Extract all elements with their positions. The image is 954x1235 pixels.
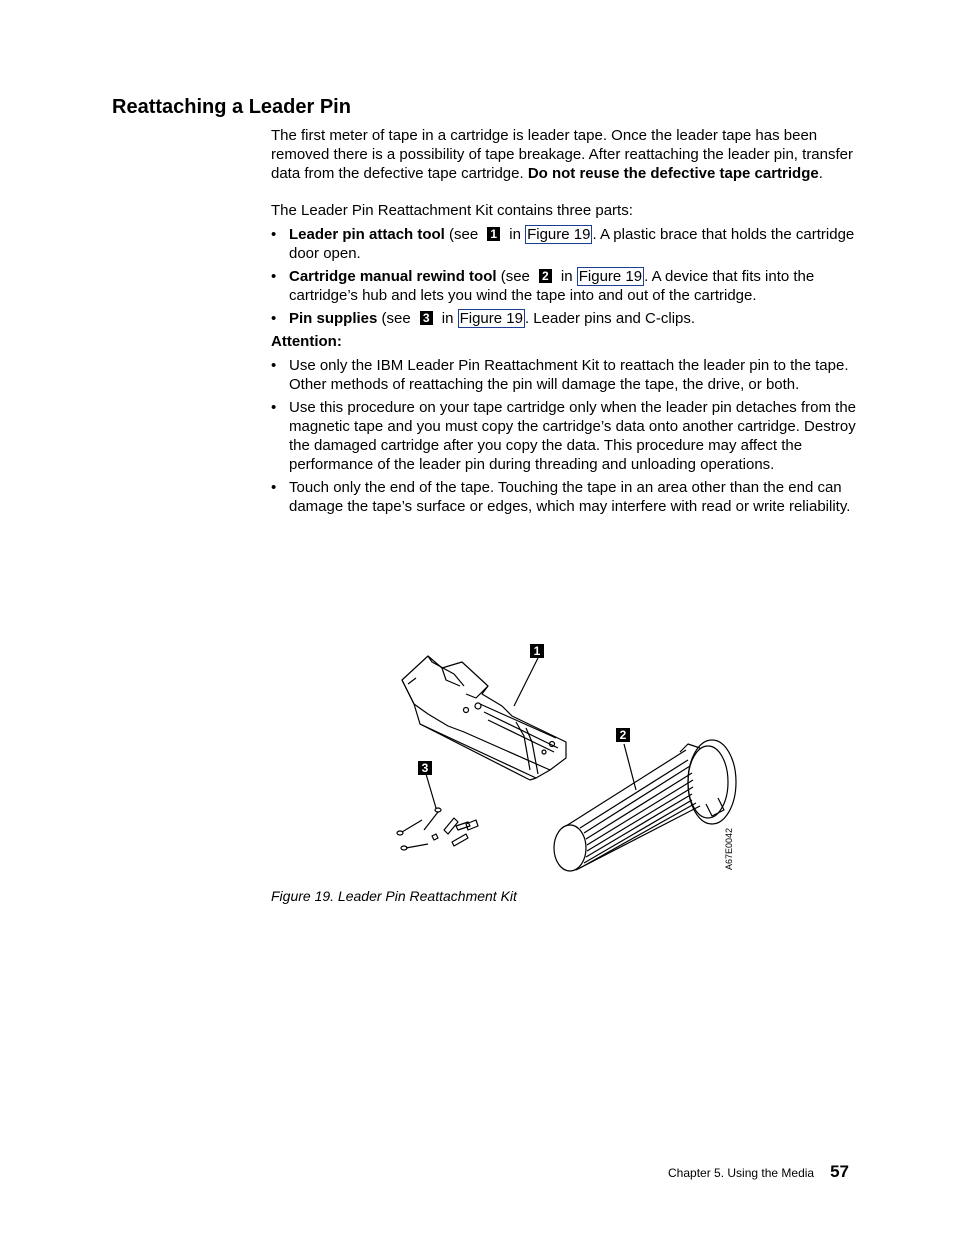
- attention-text: Use this procedure on your tape cartridge only when the leader pin detaches from the magnetic tape and you must copy the cartridge’s data onto another cartridge. Destroy the damaged cartridge after you copy the data. This procedure may affect the performance of the leader pin during threading and unloading operations.: [289, 399, 856, 473]
- list-item: [271, 267, 861, 305]
- part-desc: . A device that fits into the cartridge’s hub and lets you wind the tape into and out of the cartridge.: [289, 268, 815, 304]
- bullet: •: [271, 310, 277, 327]
- attention-heading: Attention:: [271, 333, 342, 350]
- callout-badge: 1: [487, 227, 500, 241]
- list-item: [271, 309, 861, 328]
- attention-list: [271, 356, 861, 516]
- bullet: •: [271, 226, 277, 243]
- bullet: •: [271, 268, 277, 285]
- figure-caption: Figure 19. Leader Pin Reattachment Kit: [271, 888, 517, 904]
- chapter-label: Chapter 5. Using the Media: [668, 1166, 815, 1180]
- part-desc: . Leader pins and C-clips.: [524, 310, 696, 327]
- leader-pin-kit-illustration: [380, 640, 750, 880]
- list-item: [271, 356, 861, 394]
- manual-rewind-tool-drawing: [554, 740, 736, 871]
- intro-end: .: [818, 165, 823, 182]
- page-number: 57: [830, 1162, 850, 1181]
- part-name: Leader pin attach tool: [289, 226, 445, 243]
- parts-list: [271, 225, 861, 328]
- figure-callout-3: 3: [418, 761, 432, 775]
- list-item: [271, 398, 861, 474]
- intro-bold-warning: Do not reuse the defective tape cartridge: [527, 165, 819, 182]
- callout-badge: 3: [420, 311, 433, 325]
- figure-code: A67E0042: [724, 827, 734, 870]
- part-desc: . A plastic brace that holds the cartridge door open.: [289, 226, 855, 262]
- bullet: •: [271, 479, 277, 496]
- part-see: (see: [496, 268, 535, 285]
- figure-callout-1: 1: [530, 644, 544, 658]
- intro-paragraph: [271, 126, 861, 183]
- part-name: Cartridge manual rewind tool: [289, 268, 497, 285]
- pin-supplies-drawing: [397, 808, 478, 850]
- part-name: Pin supplies: [289, 310, 378, 327]
- figure-link[interactable]: Figure 19: [459, 310, 523, 327]
- callout-badge: 2: [539, 269, 552, 283]
- attention-text: Use only the IBM Leader Pin Reattachment Kit to reattach the leader pin to the tape. Other methods of reattaching the pin will damage the tape, the drive, or both.: [289, 357, 849, 393]
- list-item: [271, 478, 861, 516]
- figure-link[interactable]: Figure 19: [527, 226, 591, 243]
- attention-text: Touch only the end of the tape. Touching the tape in an area other than the end can damage the tape’s surface or edges, which may interfere with read or write reliability.: [289, 479, 851, 515]
- part-in: in: [556, 268, 577, 285]
- part-see: (see: [444, 226, 483, 243]
- part-in: in: [437, 310, 458, 327]
- figure-19: [380, 640, 750, 880]
- list-item: [271, 225, 861, 263]
- page-title: Reattaching a Leader Pin: [112, 96, 351, 118]
- bullet: •: [271, 399, 277, 416]
- bullet: •: [271, 357, 277, 374]
- intro-text: The first meter of tape in a cartridge is leader tape. Once the leader tape has been removed there is a possibility of tape breakage. After reattaching the leader pin, transfer data from the defective tape cartridge.: [271, 127, 853, 182]
- figure-link[interactable]: Figure 19: [578, 268, 643, 285]
- part-see: (see: [377, 310, 415, 327]
- figure-callout-2: 2: [616, 728, 630, 742]
- kit-intro: The Leader Pin Reattachment Kit contains three parts:: [271, 202, 633, 219]
- page-footer: [668, 1162, 849, 1182]
- part-in: in: [505, 226, 526, 243]
- main-content: [271, 126, 861, 520]
